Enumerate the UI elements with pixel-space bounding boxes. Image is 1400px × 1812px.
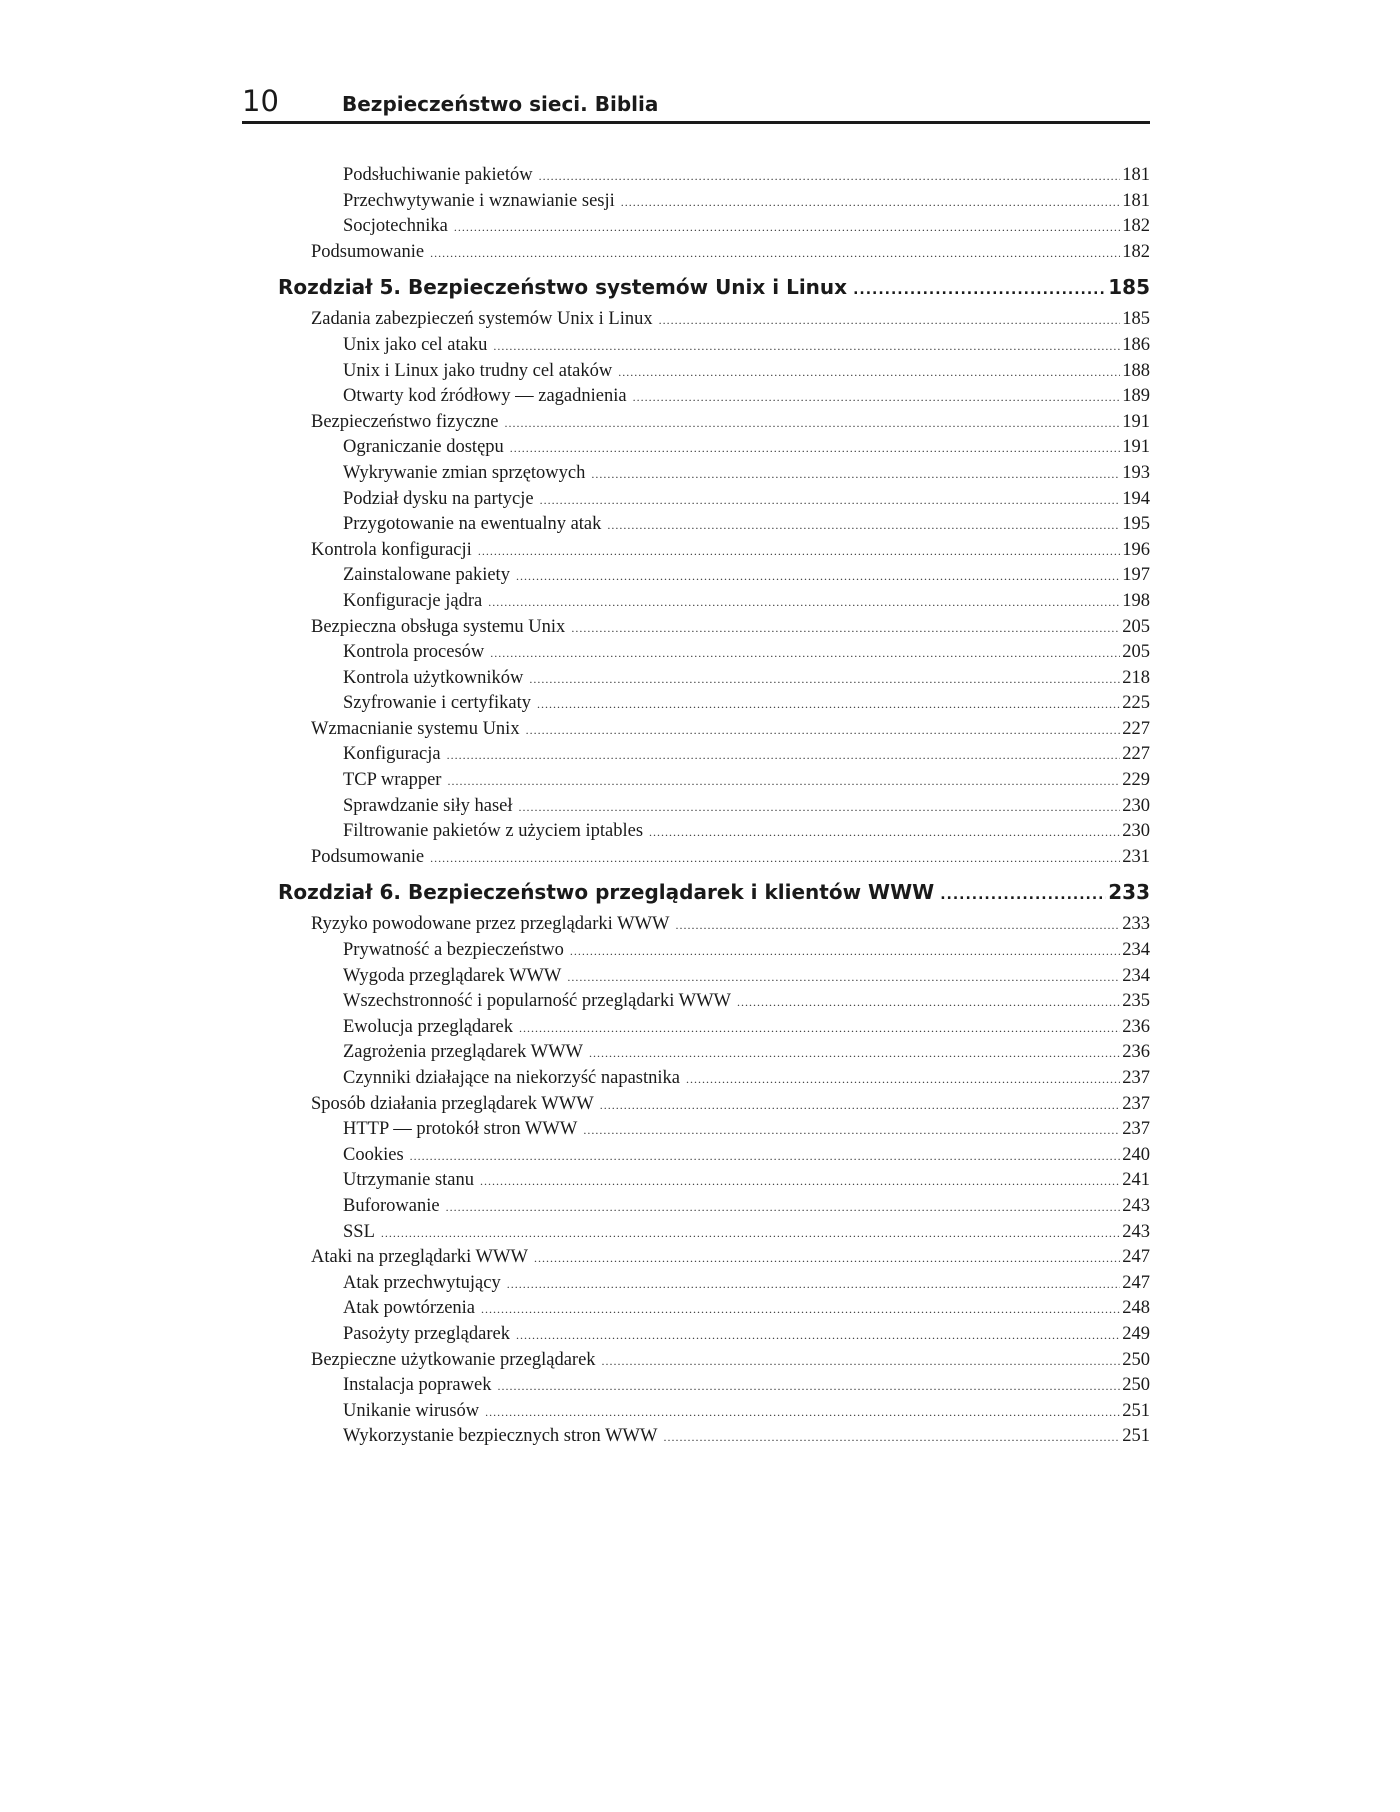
toc-dot-leader [607,513,1120,538]
toc-dot-leader [591,462,1120,487]
toc-entry-title: Zadania zabezpieczeń systemów Unix i Linux [311,309,653,330]
toc-dot-leader [446,1195,1121,1220]
toc-dot-leader [478,539,1120,564]
toc-entry [278,640,1150,666]
toc-entry [278,1399,1150,1425]
toc-entry-title: Wzmacnianie systemu Unix [311,718,520,739]
toc-dot-leader [516,1323,1120,1348]
toc-entry-page: 189 [1122,386,1150,407]
toc-entry-page: 181 [1122,190,1150,211]
toc-entry-page: 234 [1122,940,1150,961]
toc-entry-title: HTTP — protokół stron WWW [343,1119,578,1140]
toc-entry [278,384,1150,410]
toc-entry-page: 243 [1122,1221,1150,1242]
toc-entry [278,964,1150,990]
toc-entry [278,461,1150,487]
toc-entry-page: 227 [1122,744,1150,765]
toc-entry-title: Unix jako cel ataku [343,334,488,355]
toc-entry-page: 240 [1122,1144,1150,1165]
toc-dot-leader [447,769,1120,794]
toc-entry-page: 237 [1122,1068,1150,1088]
toc-entry [278,1373,1150,1399]
toc-entry-title: Szyfrowanie i certyfikaty [343,693,532,714]
toc-dot-leader [621,190,1120,215]
toc-entry-title: Zagrożenia przeglądarek WWW [343,1042,584,1063]
toc-entry [278,989,1150,1015]
toc-dot-leader [447,743,1121,768]
toc-entry [278,487,1150,513]
toc-entry-title: Buforowanie [343,1195,440,1216]
toc-dot-leader [519,795,1121,820]
toc-entry-title: Zainstalowane pakiety [343,565,510,586]
toc-dot-leader [853,270,1106,307]
toc-entry-page: 182 [1122,241,1150,262]
toc-entry-page: 235 [1122,991,1150,1012]
toc-dot-leader [430,846,1120,871]
toc-entry-title: Sprawdzanie siły haseł [343,795,513,816]
toc-entry-page: 248 [1122,1298,1150,1319]
toc-dot-leader [602,1349,1121,1374]
toc-entry [278,1296,1150,1322]
toc-entry-page: 251 [1122,1400,1150,1421]
toc-entry [278,717,1150,743]
toc-entry-page: 227 [1122,718,1150,739]
toc-entry [278,666,1150,692]
toc-entry-title: Czynniki działające na niekorzyść napastnika [343,1068,680,1088]
toc-entry [278,1322,1150,1348]
toc-entry [278,912,1150,938]
toc-entry-page: 191 [1122,437,1150,458]
toc-entry [278,307,1150,333]
toc-entry [278,819,1150,845]
header-rule [242,121,1150,124]
toc-entry-page: 181 [1122,165,1150,185]
toc-entry-page: 194 [1122,488,1150,509]
toc-entry [278,435,1150,461]
toc-entry-title: Podział dysku na partycje [343,488,534,509]
toc-entry [278,1143,1150,1169]
toc-dot-leader [410,1144,1121,1169]
toc-dot-leader [381,1221,1120,1246]
toc-entry [278,1245,1150,1271]
toc-entry-title: Ograniczanie dostępu [343,437,504,458]
page-number: 10 [242,84,279,118]
toc-entry-title: Ewolucja przeglądarek [343,1016,514,1037]
toc-entry-title: Cookies [343,1144,404,1165]
toc-entry [278,214,1150,240]
toc-entry [278,163,1150,189]
toc-dot-leader [633,385,1121,410]
running-header [242,84,1150,124]
toc-dot-leader [663,1425,1120,1450]
toc-chapter-entry [278,872,1150,912]
toc-entry-title: Rozdział 6. Bezpieczeństwo przeglądarek i klientów WWW [278,880,935,905]
toc-entry-title: TCP wrapper [343,770,442,791]
toc-entry-page: 197 [1122,565,1150,586]
toc-entry [278,742,1150,768]
toc-entry-page: 237 [1122,1119,1150,1140]
toc-entry-page: 229 [1122,770,1150,791]
toc-entry [278,691,1150,717]
toc-entry-title: Filtrowanie pakietów z użyciem iptables [343,821,644,842]
toc-dot-leader [497,1374,1120,1399]
toc-dot-leader [571,616,1120,641]
toc-dot-leader [480,1169,1120,1194]
toc-entry-title: Wykorzystanie bezpiecznych stron WWW [343,1426,658,1447]
toc-entry-title: Ryzyko powodowane przez przeglądarki WWW [311,914,670,935]
toc-dot-leader [737,990,1120,1015]
toc-entry-page: 193 [1122,462,1150,483]
toc-entry [278,1092,1150,1118]
toc-dot-leader [507,1272,1121,1297]
toc-entry-title: Unix i Linux jako trudny cel ataków [343,360,613,381]
toc-entry-title: Otwarty kod źródłowy — zagadnienia [343,386,627,407]
toc-entry [278,538,1150,564]
toc-entry-page: 198 [1122,590,1150,611]
toc-entry-page: 250 [1122,1375,1150,1396]
toc-entry-page: 205 [1122,616,1150,637]
toc-entry-page: 250 [1122,1349,1150,1370]
toc-entry-title: Bezpieczeństwo fizyczne [311,411,499,432]
toc-dot-leader [526,718,1121,743]
toc-entry-page: 185 [1122,309,1150,330]
toc-dot-leader [510,436,1120,461]
toc-dot-leader [504,411,1120,436]
toc-entry [278,1117,1150,1143]
toc-entry-title: Instalacja poprawek [343,1375,492,1396]
toc-dot-leader [539,164,1121,189]
toc-entry-page: 236 [1122,1016,1150,1037]
toc-entry-title: Bezpieczne użytkowanie przeglądarek [311,1349,596,1370]
toc-entry-title: Wygoda przeglądarek WWW [343,965,562,986]
toc-entry-title: Sposób działania przeglądarek WWW [311,1093,594,1114]
toc-dot-leader [488,590,1120,615]
toc-dot-leader [676,913,1121,938]
toc-entry-title: Podsłuchiwanie pakietów [343,165,533,185]
toc-entry-page: 195 [1122,514,1150,535]
toc-dot-leader [516,564,1120,589]
book-title: Bezpieczeństwo sieci. Biblia [342,92,659,116]
toc-entry-title: Socjotechnika [343,216,448,237]
toc-entry-page: 225 [1122,693,1150,714]
toc-entry [278,189,1150,215]
toc-dot-leader [454,215,1120,240]
toc-entry-title: Kontrola procesów [343,642,485,663]
toc-entry [278,1271,1150,1297]
toc-dot-leader [485,1400,1120,1425]
table-of-contents [278,163,1150,1450]
toc-entry-page: 218 [1122,667,1150,688]
toc-entry-title: Konfiguracje jądra [343,590,483,611]
toc-entry-title: Atak powtórzenia [343,1298,476,1319]
toc-entry-page: 185 [1108,275,1150,300]
toc-dot-leader [567,965,1120,990]
toc-entry-page: 233 [1122,914,1150,935]
toc-entry [278,359,1150,385]
toc-dot-leader [534,1246,1120,1271]
toc-dot-leader [481,1297,1120,1322]
toc-entry [278,1040,1150,1066]
toc-entry-title: Unikanie wirusów [343,1400,480,1421]
toc-dot-leader [659,308,1121,333]
toc-entry-page: 205 [1122,642,1150,663]
toc-entry-title: Atak przechwytujący [343,1272,501,1293]
toc-dot-leader [490,641,1120,666]
toc-entry [278,1168,1150,1194]
toc-entry-page: 188 [1122,360,1150,381]
toc-entry-title: Rozdział 5. Bezpieczeństwo systemów Unix i Linux [278,275,848,300]
toc-entry [278,1220,1150,1246]
toc-entry-title: Prywatność a bezpieczeństwo [343,940,564,961]
toc-entry-title: SSL [343,1221,375,1242]
toc-entry [278,1194,1150,1220]
toc-entry-page: 182 [1122,216,1150,237]
toc-entry [278,845,1150,871]
toc-entry [278,240,1150,266]
toc-dot-leader [570,939,1120,964]
toc-dot-leader [686,1067,1120,1092]
toc-entry [278,768,1150,794]
toc-entry-title: Podsumowanie [311,846,425,867]
toc-entry-page: 236 [1122,1042,1150,1063]
toc-entry-page: 230 [1122,795,1150,816]
toc-entry-page: 230 [1122,821,1150,842]
toc-entry-page: 243 [1122,1195,1150,1216]
toc-entry [278,563,1150,589]
toc-dot-leader [430,241,1120,266]
toc-entry [278,410,1150,436]
toc-entry-title: Wszechstronność i popularność przeglądarki WWW [343,991,732,1012]
toc-entry [278,938,1150,964]
toc-entry [278,615,1150,641]
toc-entry-page: 241 [1122,1170,1150,1191]
toc-entry-title: Wykrywanie zmian sprzętowych [343,462,586,483]
toc-entry-title: Ataki na przeglądarki WWW [311,1247,528,1268]
toc-entry-page: 231 [1122,846,1150,867]
toc-entry [278,512,1150,538]
toc-entry-page: 247 [1122,1247,1150,1268]
toc-entry [278,1348,1150,1374]
toc-entry-page: 237 [1122,1093,1150,1114]
toc-entry-page: 249 [1122,1323,1150,1344]
toc-entry [278,589,1150,615]
toc-dot-leader [537,692,1120,717]
toc-dot-leader [493,334,1120,359]
toc-chapter-entry [278,267,1150,307]
toc-entry [278,794,1150,820]
toc-entry-title: Kontrola konfiguracji [311,539,472,560]
toc-entry-page: 233 [1108,880,1150,905]
toc-dot-leader [519,1016,1120,1041]
toc-entry [278,1015,1150,1041]
toc-dot-leader [940,875,1106,912]
toc-dot-leader [540,488,1121,513]
toc-entry-title: Utrzymanie stanu [343,1170,474,1191]
toc-entry-page: 186 [1122,334,1150,355]
toc-entry-title: Przygotowanie na ewentualny atak [343,514,602,535]
toc-entry-title: Konfiguracja [343,744,441,765]
toc-dot-leader [618,360,1120,385]
toc-dot-leader [529,667,1120,692]
toc-entry-title: Bezpieczna obsługa systemu Unix [311,616,566,637]
toc-dot-leader [589,1041,1120,1066]
toc-entry-title: Kontrola użytkowników [343,667,524,688]
toc-entry-page: 196 [1122,539,1150,560]
toc-dot-leader [600,1093,1121,1118]
toc-entry [278,333,1150,359]
toc-entry-page: 247 [1122,1272,1150,1293]
toc-entry-page: 191 [1122,411,1150,432]
toc-dot-leader [583,1118,1120,1143]
toc-entry-title: Pasożyty przeglądarek [343,1323,510,1344]
toc-entry-title: Przechwytywanie i wznawianie sesji [343,190,615,211]
toc-dot-leader [649,820,1120,845]
toc-entry [278,1424,1150,1450]
toc-entry-page: 234 [1122,965,1150,986]
toc-entry-title: Podsumowanie [311,241,425,262]
toc-entry-page: 251 [1122,1426,1150,1447]
toc-entry [278,1066,1150,1092]
